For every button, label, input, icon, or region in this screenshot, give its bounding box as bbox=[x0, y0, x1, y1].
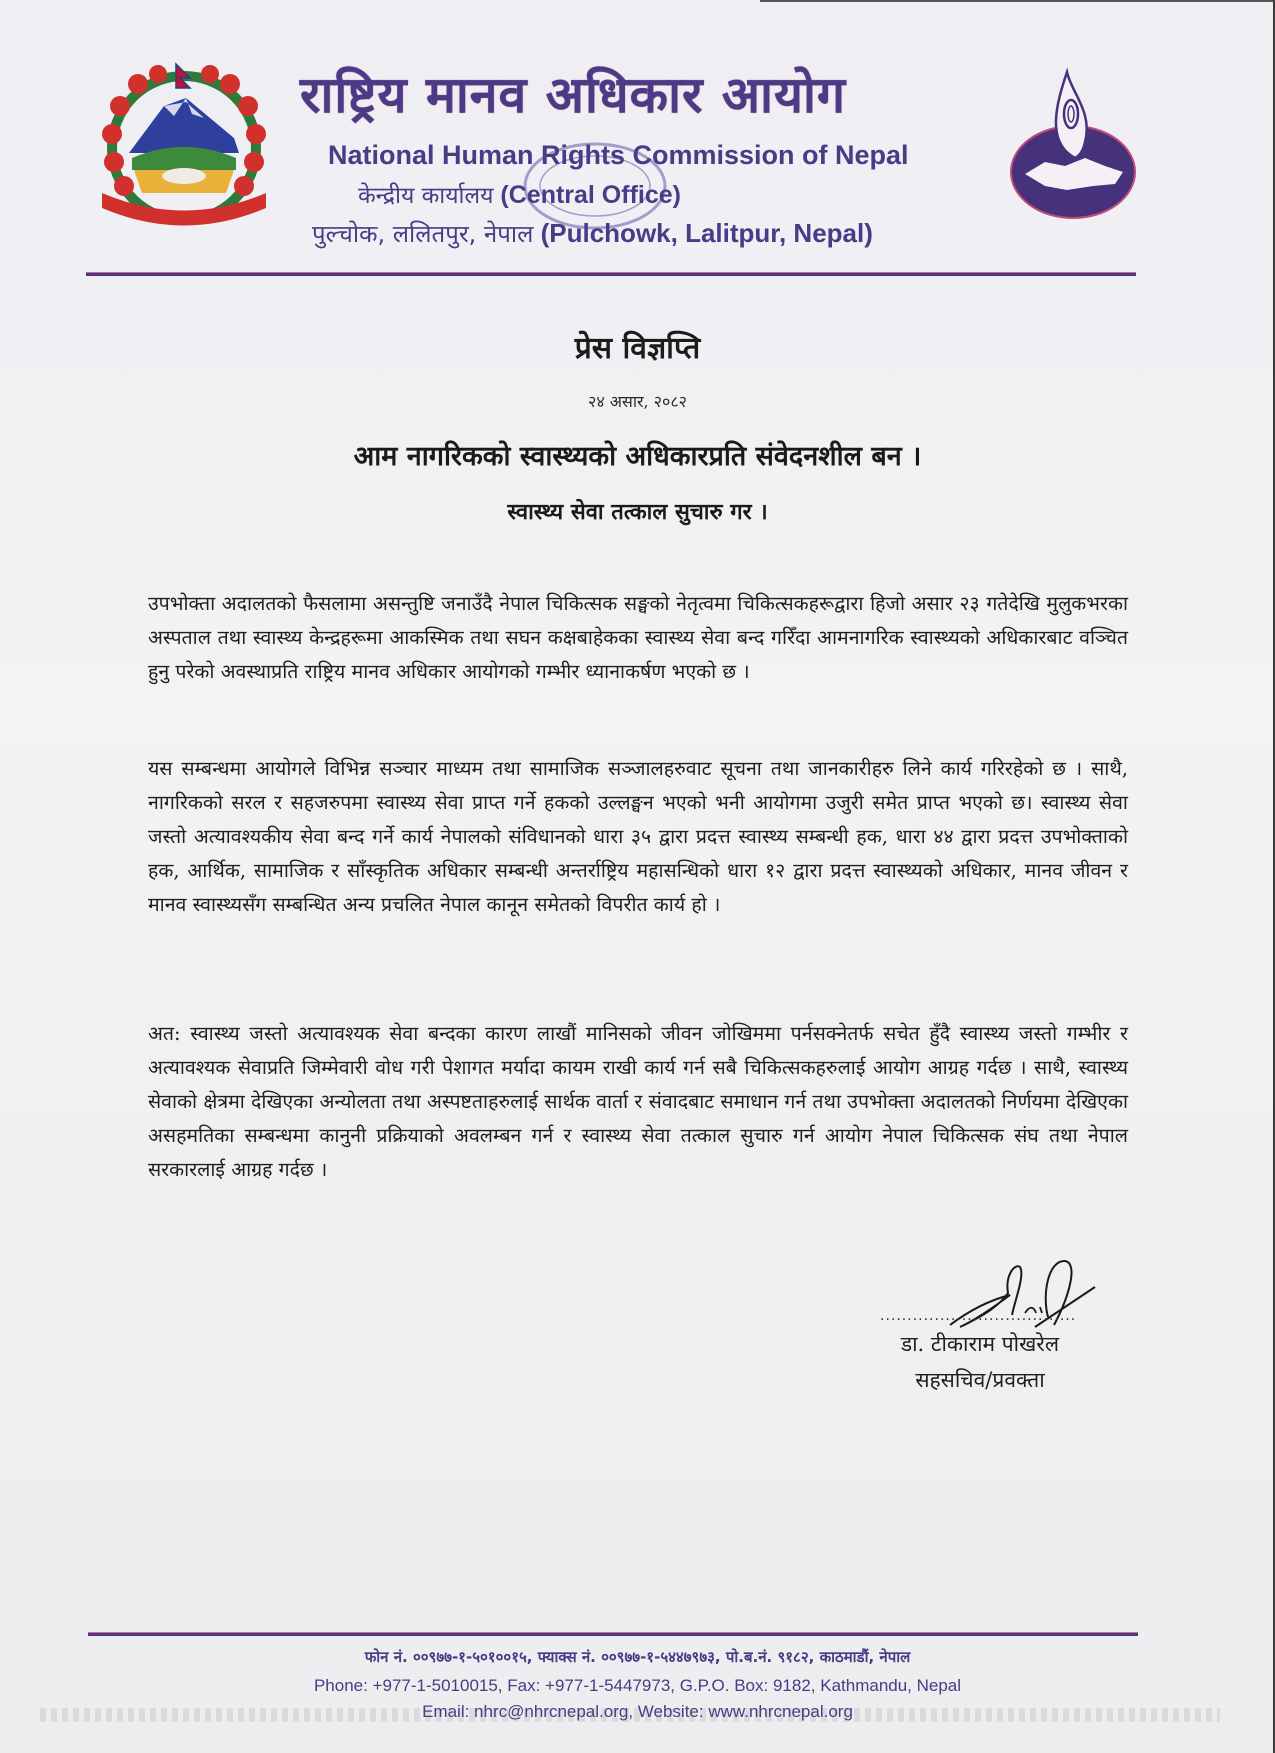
headline: आम नागरिकको स्वास्थ्यको अधिकारप्रति संवेदनशील बन । bbox=[353, 441, 922, 472]
office-nepali: केन्द्रीय कार्यालय bbox=[358, 183, 494, 209]
signature-line: .................................... bbox=[880, 1308, 1077, 1324]
mountain-shape bbox=[129, 98, 239, 153]
footer-contact-nepali: फोन नं. ००९७७-१-५०१००१५, फ्याक्स नं. ००९७७-१-५४४७९७३, पो.ब.नं. ९१८२, काठमाडौं, नेपाल bbox=[364, 1648, 911, 1666]
body-paragraph-2: यस सम्बन्धमा आयोगले विभिन्न सञ्चार माध्यम तथा सामाजिक सञ्जालहरुवाट सूचना तथा जानकारीहरु लिने कार्य गरिरहेको छ । साथै, नागरिकको सरल र सहजरुपमा स्वास्थ्य सेवा प्राप्त गर्ने हकको उल्लङ्घन भएको भनी आयोगमा उजुरी समेत प्राप्त भएको छ। स्वास्थ्य सेवा जस्तो अत्यावश्यकीय सेवा बन्द गर्ने कार्य नेपालको संविधानको धारा ३५ द्वारा प्रदत्त स्वास्थ्य सम्बन्धी हक, धारा ४४ द्वारा प्रदत्त उपभोक्ताको हक, आर्थिक, सामाजिक र साँस्कृतिक अधिकार सम्बन्धी अन्तर्राष्ट्रिय महासन्धिको धारा १२ द्वारा प्रदत्त स्वास्थ्यको अधिकार, मानव जीवन र मानव स्वास्थ्यसँग सम्बन्धित अन्य प्रचलित नेपाल कानून समेतको विपरीत कार्य हो । bbox=[148, 757, 1128, 916]
address-nepali: पुल्चोक, ललितपुर, नेपाल bbox=[312, 220, 534, 248]
office-line bbox=[358, 183, 958, 208]
nepal-emblem-logo bbox=[94, 58, 274, 233]
document-date: २४ असार, २०८२ bbox=[588, 392, 687, 411]
body-paragraph-1: उपभोक्ता अदालतको फैसलामा असन्तुष्टि जनाउँदै नेपाल चिकित्सक सङ्घको नेतृत्वमा चिकित्सकहरूद्वारा हिजो असार २३ गतेदेखि मुलुकभरका अस्पताल तथा स्वास्थ्य केन्द्रहरूमा आकस्मिक तथा सघन कक्षबाहेकका स्वास्थ्य सेवा बन्द गरिँदा आमनागरिक स्वास्थ्यको अधिकारबाट वञ्चित हुनु परेको अवस्थाप्रति राष्ट्रिय मानव अधिकार आयोगको गम्भीर ध्यानाकर्षण भएको छ । bbox=[148, 592, 1128, 683]
address-english: (Pulchowk, Lalitpur, Nepal) bbox=[540, 218, 873, 248]
footer-contact-english: Phone: +977-1-5010015, Fax: +977-1-5447973, G.P.O. Box: 9182, Kathmandu, Nepal bbox=[313, 1676, 962, 1695]
subheadline: स्वास्थ्य सेवा तत्काल सुचारु गर । bbox=[507, 499, 768, 525]
org-name-english: National Human Rights Commission of Nepal bbox=[328, 140, 909, 170]
nepal-flag-icon bbox=[176, 64, 190, 88]
handshake-shape bbox=[162, 168, 206, 184]
header-divider bbox=[86, 273, 1136, 276]
org-name-nepali: राष्ट्रिय मानव अधिकार आयोग bbox=[300, 66, 847, 124]
flame-icon bbox=[1056, 72, 1087, 158]
signatory-name: डा. टीकाराम पोखरेल bbox=[900, 1332, 1060, 1356]
document-title: प्रेस विज्ञप्ति bbox=[574, 331, 701, 366]
office-english: (Central Office) bbox=[500, 181, 681, 209]
scan-bleed-through bbox=[40, 1708, 1220, 1722]
scan-edge-top bbox=[760, 0, 1275, 2]
footer-email-website: Email: nhrc@nhrcnepal.org, Website: www.nhrcnepal.org bbox=[422, 1702, 853, 1721]
footer-divider bbox=[88, 1633, 1138, 1636]
body-paragraph-3: अत: स्वास्थ्य जस्तो अत्यावश्यक सेवा बन्दका कारण लाखौं मानिसको जीवन जोखिममा पर्नसक्नेतर्फ सचेत हुँदै स्वास्थ्य जस्तो गम्भीर र अत्यावश्यक सेवाप्रति जिम्मेवारी वोध गरी पेशागत मर्यादा कायम राखी कार्य गर्न सबै चिकित्सकहरुलाई आयोग आग्रह गर्दछ । साथै, स्वास्थ्य सेवाको क्षेत्रमा देखिएका अन्योलता तथा अस्पष्टताहरुलाई सार्थक वार्ता र संवादबाट समाधान गर्न तथा उपभोक्ता अदालतको निर्णयमा देखिएका असहमतिका सम्बन्धमा कानुनी प्रक्रियाको अवलम्बन गर्न र स्वास्थ्य सेवा तत्काल सुचारु गर्न आयोग नेपाल चिकित्सक संघ तथा नेपाल सरकारलाई आग्रह गर्दछ । bbox=[148, 1022, 1128, 1181]
nhrc-logo bbox=[1005, 62, 1140, 222]
signatory-title: सहसचिव/प्रवक्ता bbox=[915, 1368, 1045, 1392]
address-line bbox=[312, 220, 992, 246]
